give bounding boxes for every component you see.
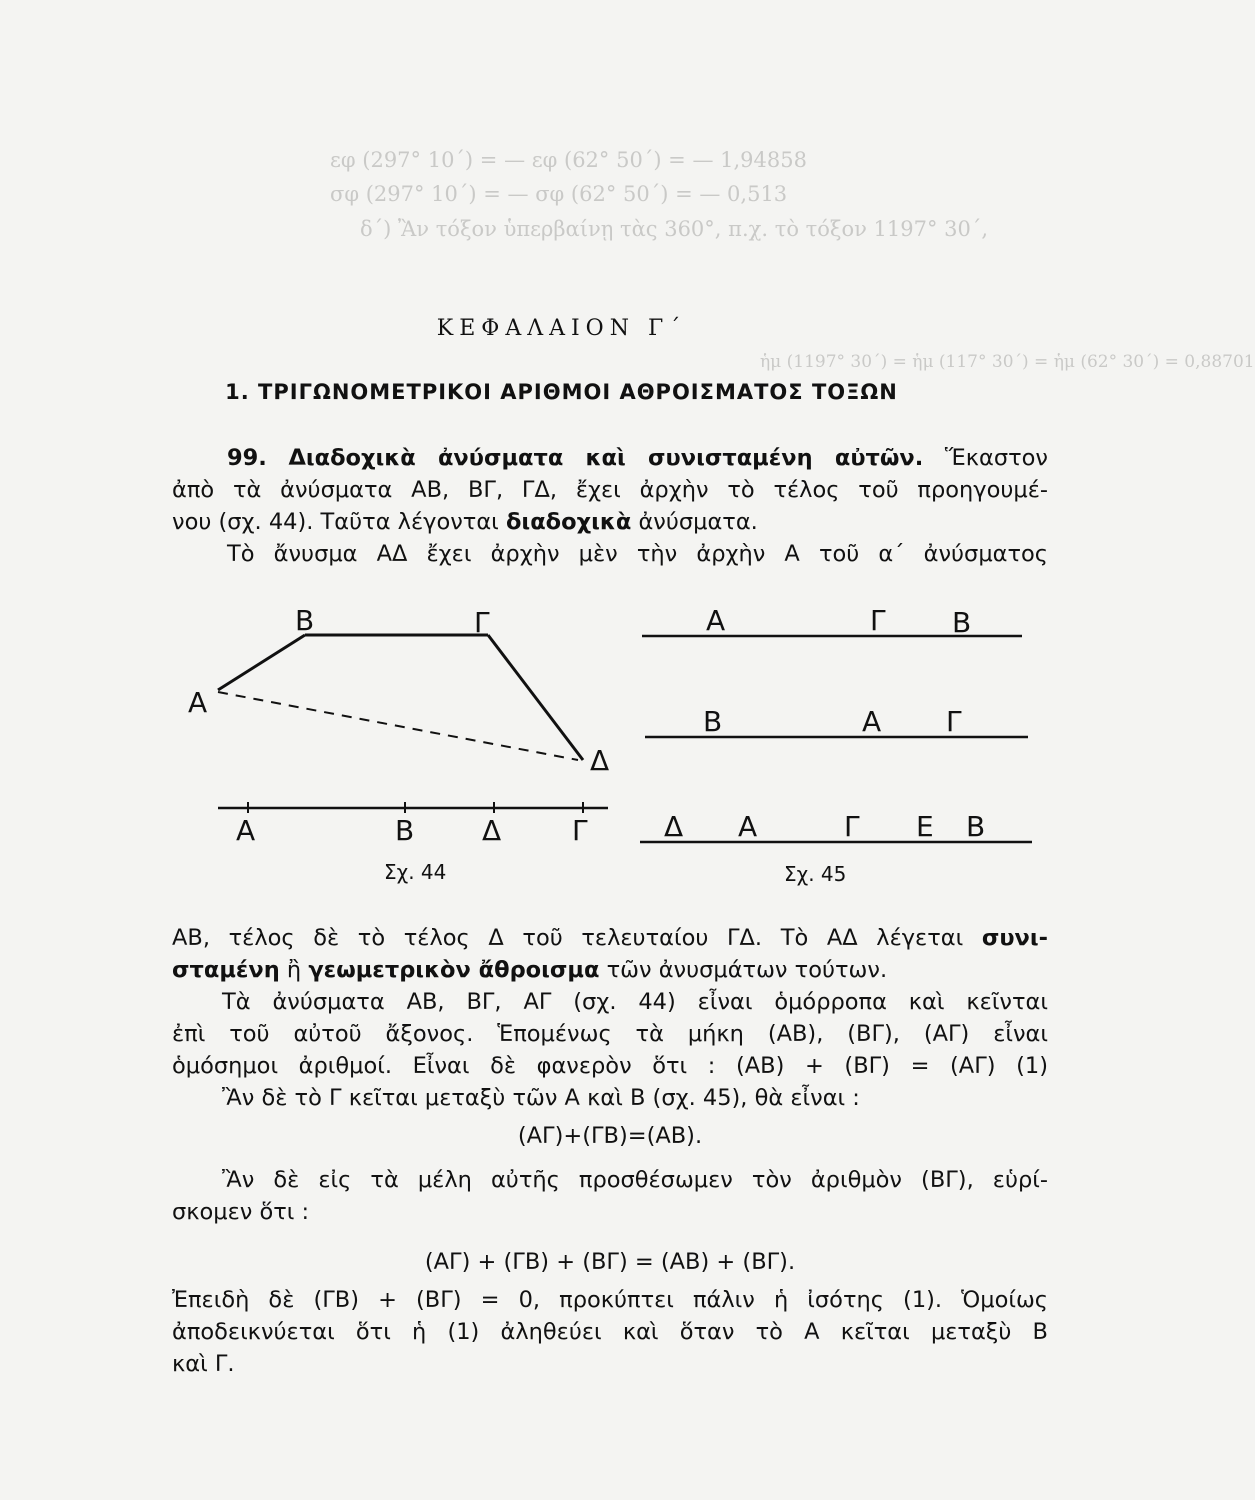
body-line: Ἂν δὲ τὸ Γ κεῖται μεταξὺ τῶν Α καὶ Β (σχ. 45), θὰ εἶναι :	[222, 1085, 860, 1111]
body-line: σκομεν ὅτι :	[172, 1199, 310, 1225]
fig45-label: Β	[952, 606, 972, 639]
label-g: Γ	[474, 606, 490, 639]
para99-text: νου (σχ. 44). Ταῦτα λέγονται	[172, 509, 499, 535]
bleed-through-line: εφ (297° 10΄) = — εφ (62° 50΄) = — 1,94858	[330, 148, 807, 172]
body-line: ἀποδεικνύεται ὅτι ἡ (1) ἀληθεύει καὶ ὅταν τὸ Α κεῖται μεταξὺ Β	[172, 1319, 1048, 1345]
chapter-heading: ΚΕΦΑΛΑΙΟΝ Γ΄	[436, 316, 687, 341]
fig45-label: Γ	[844, 810, 860, 843]
caption-fig-45: Σχ. 45	[784, 862, 847, 886]
label-d: Δ	[590, 744, 610, 777]
term-synistameni-cont: σταμένη	[172, 957, 280, 983]
body-line: Ἂν δὲ εἰς τὰ μέλη αὐτῆς προσθέσωμεν τὸν ἀριθμὸν (ΒΓ), εὑρί-	[222, 1167, 1048, 1193]
body-line: ἐπὶ τοῦ αὐτοῦ ἄξονος. Ἑπομένως τὰ μήκη (ΑΒ), (ΒΓ), (ΑΓ) εἶναι	[172, 1021, 1048, 1047]
label-b: Β	[295, 604, 315, 637]
term-geometrikon-athroisma: γεωμετρικὸν ἄθροισμα	[308, 957, 600, 983]
body-line: Τὰ ἀνύσματα ΑΒ, ΒΓ, ΑΓ (σχ. 44) εἶναι ὁμόρροπα καὶ κεῖνται	[222, 989, 1048, 1015]
para99-title: Διαδοχικὰ ἀνύσματα καὶ συνισταμένη αὐτῶν.	[288, 445, 924, 471]
fig45-label: Γ	[870, 604, 886, 637]
equation-1: (ΑΓ)+(ΓΒ)=(ΑΒ).	[517, 1123, 703, 1149]
term-synistameni: συνι-	[981, 925, 1048, 951]
axis-label-d: Δ	[482, 814, 502, 847]
bleed-through-line: δ΄) Ἂν τόξον ὑπερβαίνῃ τὰς 360°, π.χ. τὸ τόξον 1197° 30΄,	[360, 217, 989, 241]
section-heading: 1. ΤΡΙΓΩΝΟΜΕΤΡΙΚΟΙ ΑΡΙΘΜΟΙ ΑΘΡΟΙΣΜΑΤΟΣ ΤΟΞΩΝ	[225, 380, 898, 404]
figure-44	[218, 635, 608, 813]
para99-line-4: Τὸ ἄνυσμα ΑΔ ἔχει ἀρχὴν μὲν τὴν ἀρχὴν Α τοῦ α΄ ἀνύσματος	[227, 541, 1048, 567]
fig45-label: Α	[862, 705, 882, 738]
fig45-label: Ε	[916, 810, 934, 843]
body-text-span: ἢ	[286, 957, 302, 983]
para99-number: 99.	[227, 445, 267, 471]
para99-text: Ἕκαστον	[944, 445, 1048, 471]
caption-fig-44: Σχ. 44	[384, 860, 447, 884]
fig45-label: Α	[706, 604, 726, 637]
body-text	[172, 922, 1048, 1380]
fig45-label: Α	[738, 810, 758, 843]
vector-gd	[488, 635, 583, 760]
fig45-label: Δ	[664, 810, 684, 843]
bleed-through-line: ἡμ (1197° 30΄) = ἡμ (117° 30΄) = ἡμ (62° 30΄) = 0,88701	[760, 352, 1255, 372]
equation-2: (ΑΓ) + (ΓΒ) + (ΒΓ) = (ΑΒ) + (ΒΓ).	[424, 1249, 796, 1275]
body-text-span: τῶν ἀνυσμάτων τούτων.	[606, 957, 888, 983]
axis-label-b: Β	[395, 814, 415, 847]
axis-label-a: Α	[236, 814, 256, 847]
label-a: Α	[188, 686, 208, 719]
vector-ab	[218, 635, 305, 690]
para99-line-2: ἀπὸ τὰ ἀνύσματα ΑΒ, ΒΓ, ΓΔ, ἔχει ἀρχὴν τὸ τέλος τοῦ προηγουμέ-	[172, 477, 1048, 503]
term-diadochika: διαδοχικὰ	[505, 509, 632, 535]
body-line: ὁμόσημοι ἀριθμοί. Εἶναι δὲ φανερὸν ὅτι : (ΑΒ) + (ΒΓ) = (ΑΓ) (1)	[172, 1053, 1048, 1079]
body-line	[172, 922, 1048, 954]
bleed-through-line: σφ (297° 10΄) = — σφ (62° 50΄) = — 0,513	[330, 182, 788, 206]
fig45-label: Β	[966, 810, 986, 843]
body-text-span: ΑΒ, τέλος δὲ τὸ τέλος Δ τοῦ τελευταίου ΓΔ. Τὸ ΑΔ λέγεται	[172, 925, 964, 951]
vector-ad-dashed	[218, 692, 578, 760]
fig45-label: Γ	[946, 705, 962, 738]
body-line	[172, 954, 1048, 986]
fig45-label: Β	[703, 705, 723, 738]
axis-label-g: Γ	[572, 814, 588, 847]
body-line: Ἐπειδὴ δὲ (ΓΒ) + (ΒΓ) = 0, προκύπτει πάλιν ἡ ἰσότης (1). Ὁμοίως	[172, 1287, 1048, 1313]
body-line: καὶ Γ.	[172, 1351, 235, 1377]
para99-text: ἀνύσματα.	[638, 509, 758, 535]
